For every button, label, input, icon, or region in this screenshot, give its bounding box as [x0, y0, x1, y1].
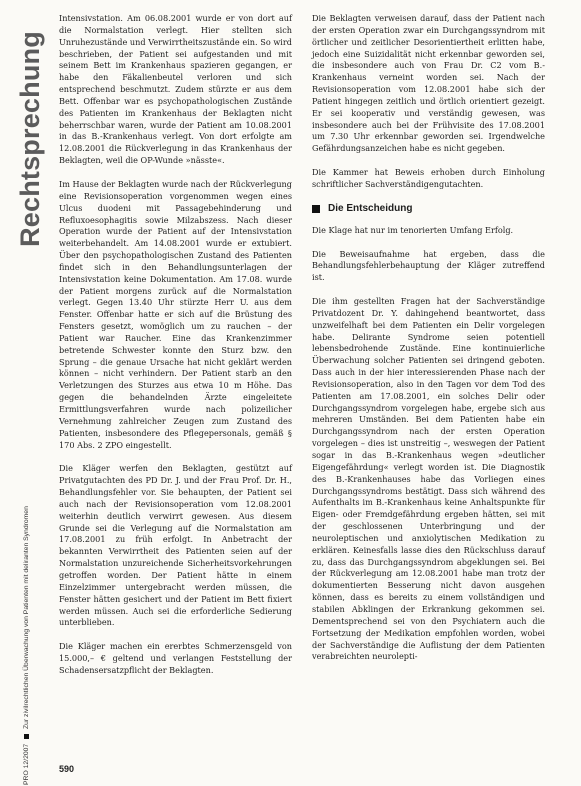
footer-title: Zur zivilrechtlichen Überwachung von Patienten mit deliranten Syndromen: [23, 506, 30, 730]
paragraph: Intensivstation. Am 06.08.2001 wurde er von dort auf die Normalstation verlegt. Hier stellten sich Unruhezustände und Verwirrtheitszustände ein. So wird beschrieben, der Patient sei aufgestanden und mit seinem Bett im Krankenhaus spazieren gegangen, er habe den Fäkalienbeutel verloren und sich entsprechend beschmutzt. Zudem stürzte er aus dem Bett. Offenbar war es psychopathologischen Zustände des Patienten im Krankenhaus der Beklagten nicht beherrschbar waren, wurde der Patient am 10.08.2001 in das B.-Krankenhaus verlegt. Von dort erfolgte am 12.08.2001 die Rückverlegung in das Krankenhaus der Beklagten, weil die OP-Wunde »nässte«.: [59, 13, 292, 166]
paragraph: Die Kläger werfen den Beklagten, gestützt auf Privatgutachten des PD Dr. J. und der Frau Prof. Dr. H., Behandlungsfehler vor. Sie behaupten, der Patient sei auch nach der Revisionsoperation vom 12.08.2001 weiterhin deutlich verwirrt gewesen. Aus diesem Grunde sei die Verlegung auf die Normalstation am 17.08.2001 zu früh erfolgt. In Anbetracht der bekannten Verwirrtheit des Patienten seien auf der Normalstation unzureichende Sicherheitsvorkehrungen getroffen worden. Der Patient hätte in einem Einzelzimmer untergebracht werden müssen, die Fenster hätten gesichert und der Patient im Bett fixiert werden müssen. Auch sei die erforderliche Sedierung unterblieben.: [59, 463, 292, 628]
paragraph: Die Kläger machen ein ererbtes Schmerzensgeld von 15.000,– € geltend und verlangen Feststellung der Schadensersatzpflicht der Beklagten.: [59, 641, 292, 675]
page-number: 590: [59, 764, 75, 774]
paragraph: Die ihm gestellten Fragen hat der Sachverständige Privatdozent Dr. Y. dahingehend beantwortet, dass unzweifelhaft bei dem Patienten ein Delir vorgelegen habe. Delirante Syndrome seien potentiell lebensbedrohende Zustände. Eine kontinuierliche Überwachung solcher Patienten sei dringend geboten. Dass auch in der hier interessierenden Phase nach der Revisionsoperation, also in den Tagen vor dem Tod des Patienten am 17.08.2001, ein solches Delir oder Durchgangssyndrom vorgelegen habe, ergebe sich aus mehreren Umständen. Bei dem Patienten habe ein Durchgangssyndrom nach der ersten Operation vorgelegen – dies ist unstreitig –, weswegen der Patient sogar in das B.-Krankenhaus wegen »deutlicher Eigengefährdung« verlegt worden ist. Die Diagnostik des B.-Krankenhauses habe das Vorliegen eines Durchgangssyndroms bestätigt. Dass sich während des Aufenthalts im B.-Krankenhaus keine Anhaltspunkte für Eigen- oder Fremdgefährdung ergeben hätten, sei mit der geschlossenen Unterbringung und der neuroleptischen und anxiolytischen Medikation zu erklären. Keinesfalls lasse dies den Rückschluss darauf zu, dass das Durchgangssyndrom abgeklungen sei. Bei der Rückverlegung am 12.08.2001 habe man trotz der dokumentierten Besserung nicht davon ausgehen können, dass es bereits zu einem vollständigen und stabilen Abklingen der Erkrankung gekommen sei. Dementsprechend sei von den Psychiatern auch die Fortsetzung der Medikation empfohlen worden, wobei der Sachverständige die Auflistung der dem Patienten verabreichten neurolepti-: [312, 296, 545, 662]
section-heading: [312, 203, 545, 215]
square-bullet-icon: [312, 205, 320, 213]
paragraph: Die Beklagten verweisen darauf, dass der Patient nach der ersten Operation zwar ein Durchgangssyndrom mit örtlicher und zeitlicher Desorientiertheit erlitten habe, jedoch eine Suizidalität nicht erkennbar geworden sei, die insbesondere auch von Frau Dr. C2 vom B.-Krankenhaus verneint worden sei. Nach der Revisionsoperation vom 12.08.2001 habe sich der Patient hingegen zeitlich und örtlich orientiert gezeigt. Er sei kooperativ und verständig gewesen, was insbesondere auch bei der Frühvisite des 17.08.2001 um 7.30 Uhr erkennbar geworden sei. Irgendwelche Gefährdungsanzeichen habe es nicht gegeben.: [312, 13, 545, 154]
paragraph: Im Hause der Beklagten wurde nach der Rückverlegung eine Revisionsoperation vorgenommen wegen eines Ulcus duodeni mit Passagebehinderung und Refluxoesophagitis sowie Milzabszess. Nach dieser Operation wurde der Patient auf der Intensivstation weiterbehandelt. Am 14.08.2001 wurde er extubiert. Über den psychopathologischen Zustand des Patienten findet sich in den Behandlungsunterlagen der Intensivstation keine Dokumentation. Am 17.08. wurde der Patient morgens zurück auf die Normalstation verlegt. Gegen 13.40 Uhr stürzte Herr U. aus dem Fenster. Offenbar hatte er sich auf die Brüstung des Fensters gesetzt, womöglich um zu rauchen – der Patient war Raucher. Eine das Krankenzimmer betretende Schwester konnte den Sturz bzw. den Sprung – die genaue Ursache hat nicht geklärt werden können – nicht verhindern. Der Patient starb an den Verletzungen des Sturzes aus etwa 10 m Höhe. Das gegen die behandelnden Ärzte eingeleitete Ermittlungsverfahren wurde nach polizeilicher Vernehmung zahlreicher Zeugen zum Zustand des Patienten, insbesondere des Pflegepersonals, gemäß § 170 Abs. 2 ZPO eingestellt.: [59, 178, 292, 450]
section-heading-text: Die Entscheidung: [328, 202, 413, 214]
paragraph: Die Beweisaufnahme hat ergeben, dass die Behandlungsfehlerbehauptung der Kläger zutreffend ist.: [312, 248, 545, 283]
section-label: Rechtsprechung: [15, 31, 45, 247]
left-column: [59, 13, 292, 677]
footer-journal: PRO 12/2007: [23, 743, 30, 785]
right-column: [312, 13, 545, 663]
square-bullet-icon: [24, 734, 29, 739]
footer-running-title: [21, 506, 33, 785]
paragraph: Die Klage hat nur im tenorierten Umfang Erfolg.: [312, 224, 514, 235]
paragraph: Die Kammer hat Beweis erhoben durch Einholung schriftlicher Sachverständigengutachten.: [312, 167, 545, 189]
